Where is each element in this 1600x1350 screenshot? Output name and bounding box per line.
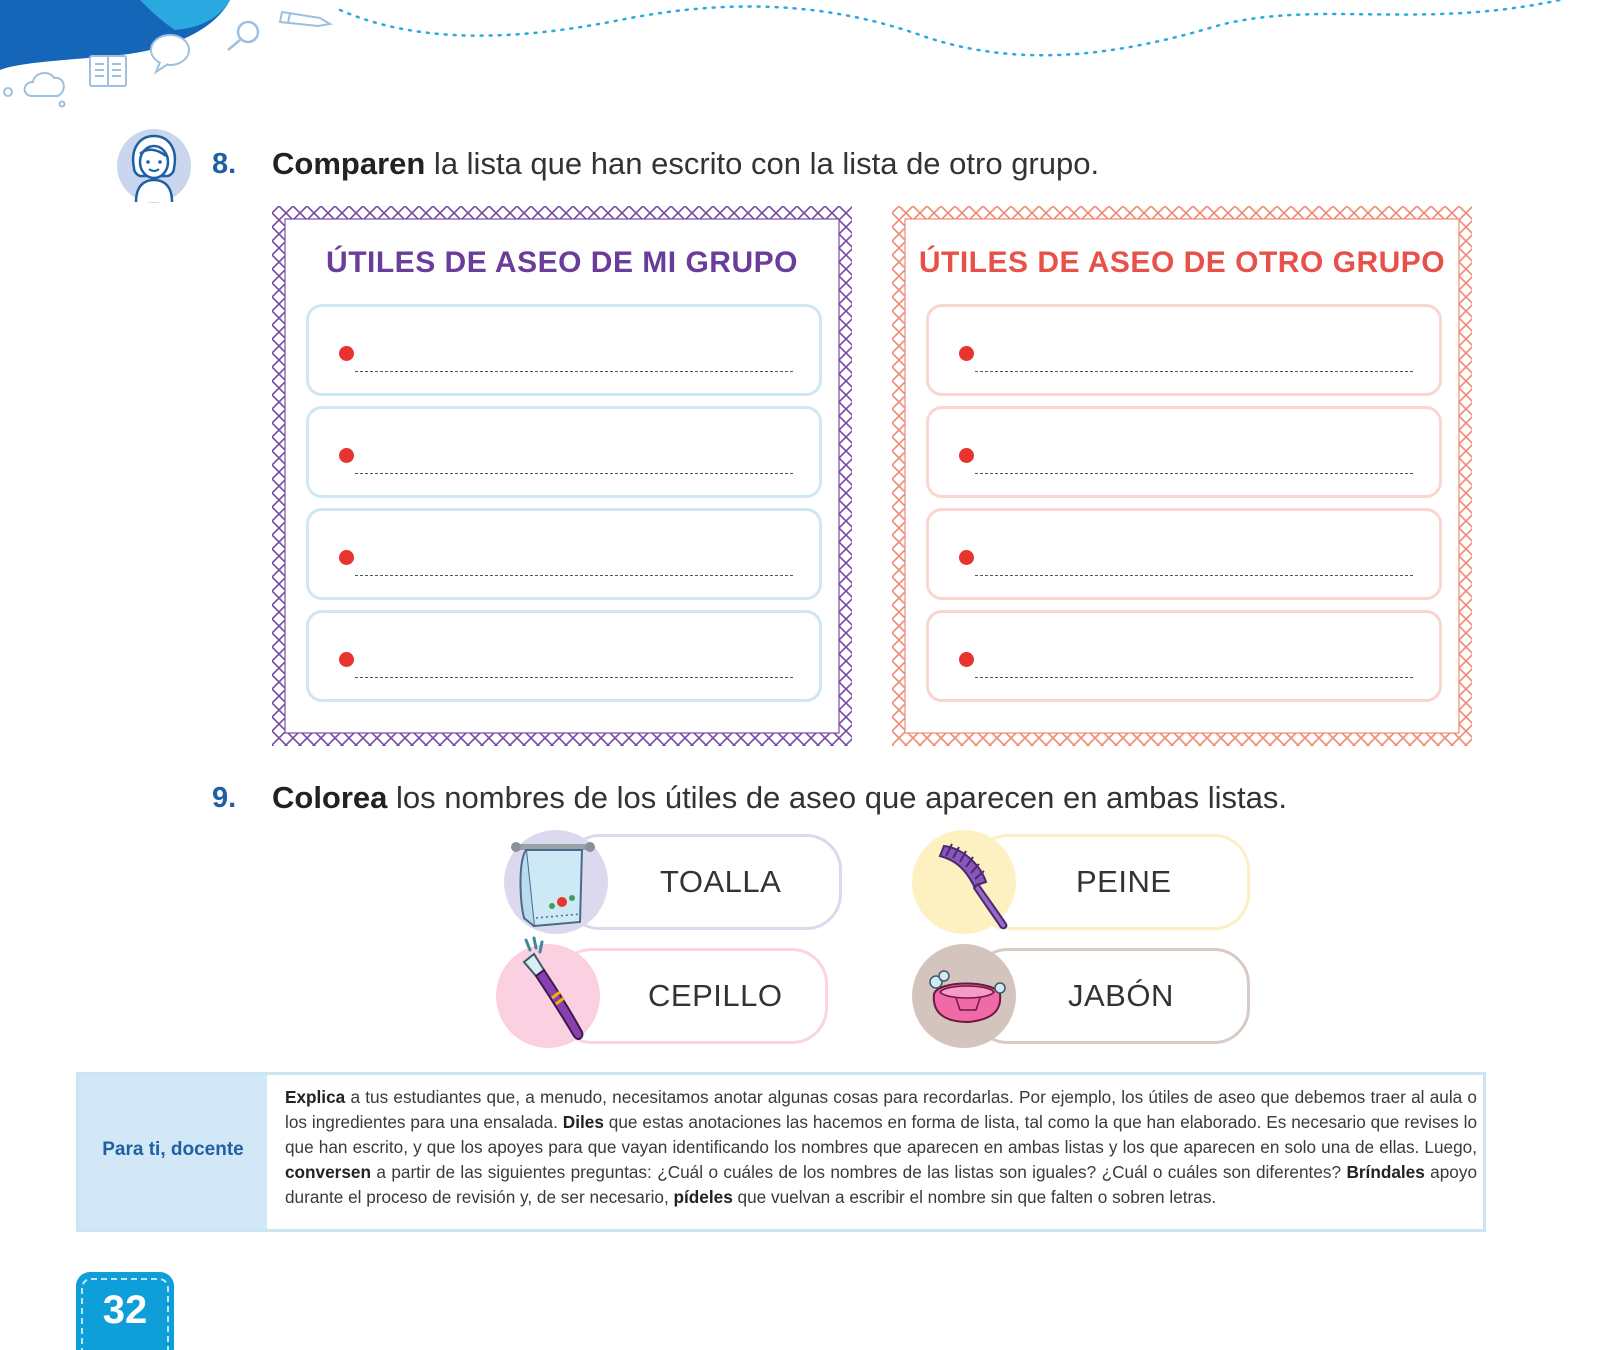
pencil-icon (280, 12, 330, 26)
word-card-peine[interactable] (912, 830, 1252, 934)
speech-bubble-icon (151, 35, 189, 72)
question-8-verb: Comparen (272, 146, 426, 181)
bullet (959, 652, 974, 667)
question-9-verb: Colorea (272, 780, 388, 815)
word-card-jabon[interactable] (912, 944, 1252, 1048)
comb-icon (916, 822, 1016, 940)
note-text-5: que vuelvan a escribir el nombre sin que falten o sobren letras. (732, 1187, 1217, 1207)
word-card-toalla[interactable] (504, 830, 844, 934)
teacher-note-sidebar (79, 1075, 267, 1229)
toothbrush-icon (500, 936, 600, 1054)
teacher-note-text (285, 1085, 1477, 1210)
header-decoration (0, 0, 1600, 120)
soap-icon (916, 936, 1016, 1054)
page-number: 32 (102, 1288, 148, 1332)
question-9-rest: los nombres de los útiles de aseo que aparecen en ambas listas. (387, 780, 1287, 815)
note-bold-brindales: Bríndales (1346, 1162, 1425, 1182)
other-group-list (892, 206, 1472, 746)
write-line (355, 473, 793, 474)
book-icon (90, 56, 126, 86)
word-card-cepillo[interactable] (496, 944, 836, 1048)
bullet (959, 448, 974, 463)
my-group-title: ÚTILES DE ASEO DE MI GRUPO (326, 246, 798, 279)
note-text-4: apoyo durante el proceso de revisión y, de ser necesario, (285, 1162, 1478, 1207)
note-text-2: que estas anotaciones las hacemos en forma de lista, tal como la que han elaborado. Es necesario que revises lo que han escrito, y que los apoyes para que vayan identificando los nombres que aparecen en ambas listas y los que aparecen en solo una de ellas. Luego, (285, 1112, 1477, 1157)
my-group-entry-2[interactable] (306, 406, 822, 498)
word-label-cepillo: CEPILLO (648, 978, 783, 1013)
word-label-toalla: TOALLA (660, 864, 782, 899)
teacher-note-label: Para ti, docente (102, 1139, 244, 1160)
write-line (975, 371, 1413, 372)
other-group-title: ÚTILES DE ASEO DE OTRO GRUPO (918, 246, 1446, 279)
bullet (959, 346, 974, 361)
note-text-1: a tus estudiantes que, a menudo, necesitamos anotar algunas cosas para recordarlas. Por ejemplo, los útiles de aseo que debemos traer al aula o los ingredientes para una ensalada. (285, 1087, 1477, 1132)
bullet (339, 652, 354, 667)
note-bold-conversen: conversen (285, 1162, 371, 1182)
write-line (355, 371, 793, 372)
bullet (339, 550, 354, 565)
other-group-entry-1[interactable] (926, 304, 1442, 396)
write-line (975, 473, 1413, 474)
bullet (959, 550, 974, 565)
student-avatar-icon (116, 128, 192, 204)
question-9-text (272, 780, 1287, 816)
question-9-number: 9. (212, 782, 237, 814)
write-line (975, 677, 1413, 678)
bullet (339, 448, 354, 463)
my-group-entry-4[interactable] (306, 610, 822, 702)
other-group-entry-3[interactable] (926, 508, 1442, 600)
my-group-entry-1[interactable] (306, 304, 822, 396)
question-8-number: 8. (212, 148, 237, 180)
other-group-entry-2[interactable] (926, 406, 1442, 498)
cloud-icon (4, 73, 65, 106)
word-label-peine: PEINE (1076, 864, 1172, 899)
note-bold-diles: Diles (562, 1112, 604, 1132)
note-text-3: a partir de las siguientes preguntas: ¿Cuál o cuáles de los nombres de las listas son iguales? ¿Cuál o cuáles son diferentes? (370, 1162, 1347, 1182)
question-8-text (272, 146, 1099, 182)
question-8-rest: la lista que han escrito con la lista de otro grupo. (425, 146, 1100, 181)
bullet (339, 346, 354, 361)
magnifier-icon (228, 22, 258, 50)
write-line (355, 677, 793, 678)
page-number-tab (76, 1272, 174, 1350)
other-group-entry-4[interactable] (926, 610, 1442, 702)
word-label-jabon: JABÓN (1068, 978, 1174, 1013)
note-bold-pideles: pídeles (673, 1187, 733, 1207)
my-group-list (272, 206, 852, 746)
towel-icon (508, 822, 608, 940)
write-line (355, 575, 793, 576)
teacher-note (76, 1072, 1486, 1232)
write-line (975, 575, 1413, 576)
note-bold-explica: Explica (285, 1087, 346, 1107)
my-group-entry-3[interactable] (306, 508, 822, 600)
